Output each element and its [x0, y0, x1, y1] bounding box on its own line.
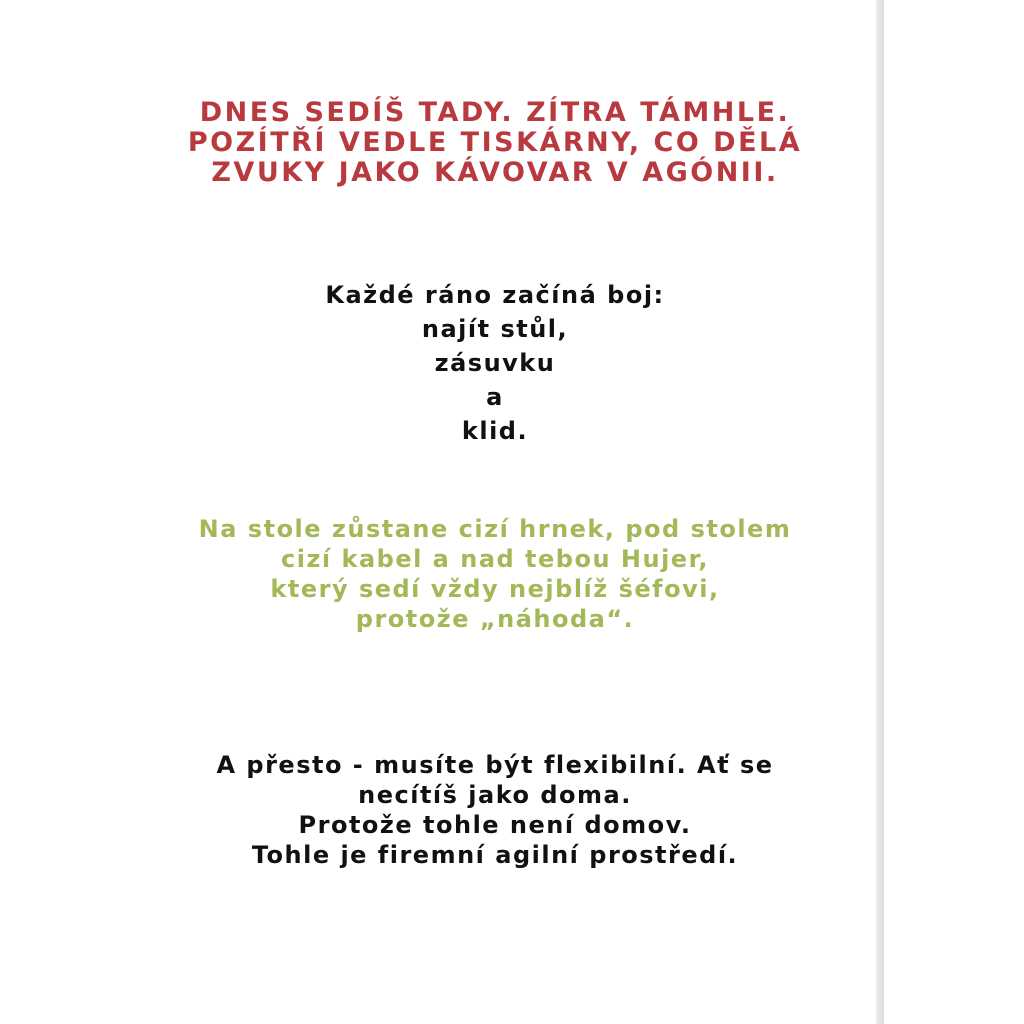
background-margin	[884, 0, 1024, 1024]
closing-line: Tohle je firemní agilní prostředí.	[251, 841, 739, 869]
closing-line: necítíš jako doma.	[358, 781, 632, 809]
desk-line: Na stole zůstane cizí hrnek, pod stolem	[198, 515, 792, 543]
closing-line: A přesto - musíte být flexibilní. Ať se	[216, 751, 774, 779]
morning-paragraph	[80, 278, 910, 448]
desk-line: protože „náhoda“.	[355, 605, 635, 633]
closing-paragraph	[80, 750, 910, 870]
morning-line: najít stůl,	[421, 315, 569, 343]
heading-line: POZÍTŘÍ VEDLE TISKÁRNY, CO DĚLÁ	[187, 127, 803, 158]
page-edge-divider	[876, 0, 884, 1024]
desk-paragraph	[80, 514, 910, 634]
morning-line: Každé ráno začíná boj:	[325, 281, 665, 309]
heading-text	[80, 98, 910, 188]
desk-line: cizí kabel a nad tebou Hujer,	[280, 545, 710, 573]
closing-line: Protože tohle není domov.	[298, 811, 692, 839]
heading-line: ZVUKY JAKO KÁVOVAR V AGÓNII.	[211, 157, 779, 188]
morning-line: a	[486, 383, 504, 411]
morning-line: klid.	[461, 417, 529, 445]
desk-line: který sedí vždy nejblíž šéfovi,	[270, 575, 720, 603]
morning-line: zásuvku	[434, 349, 556, 377]
heading-line: DNES SEDÍŠ TADY. ZÍTRA TÁMHLE.	[199, 97, 791, 128]
